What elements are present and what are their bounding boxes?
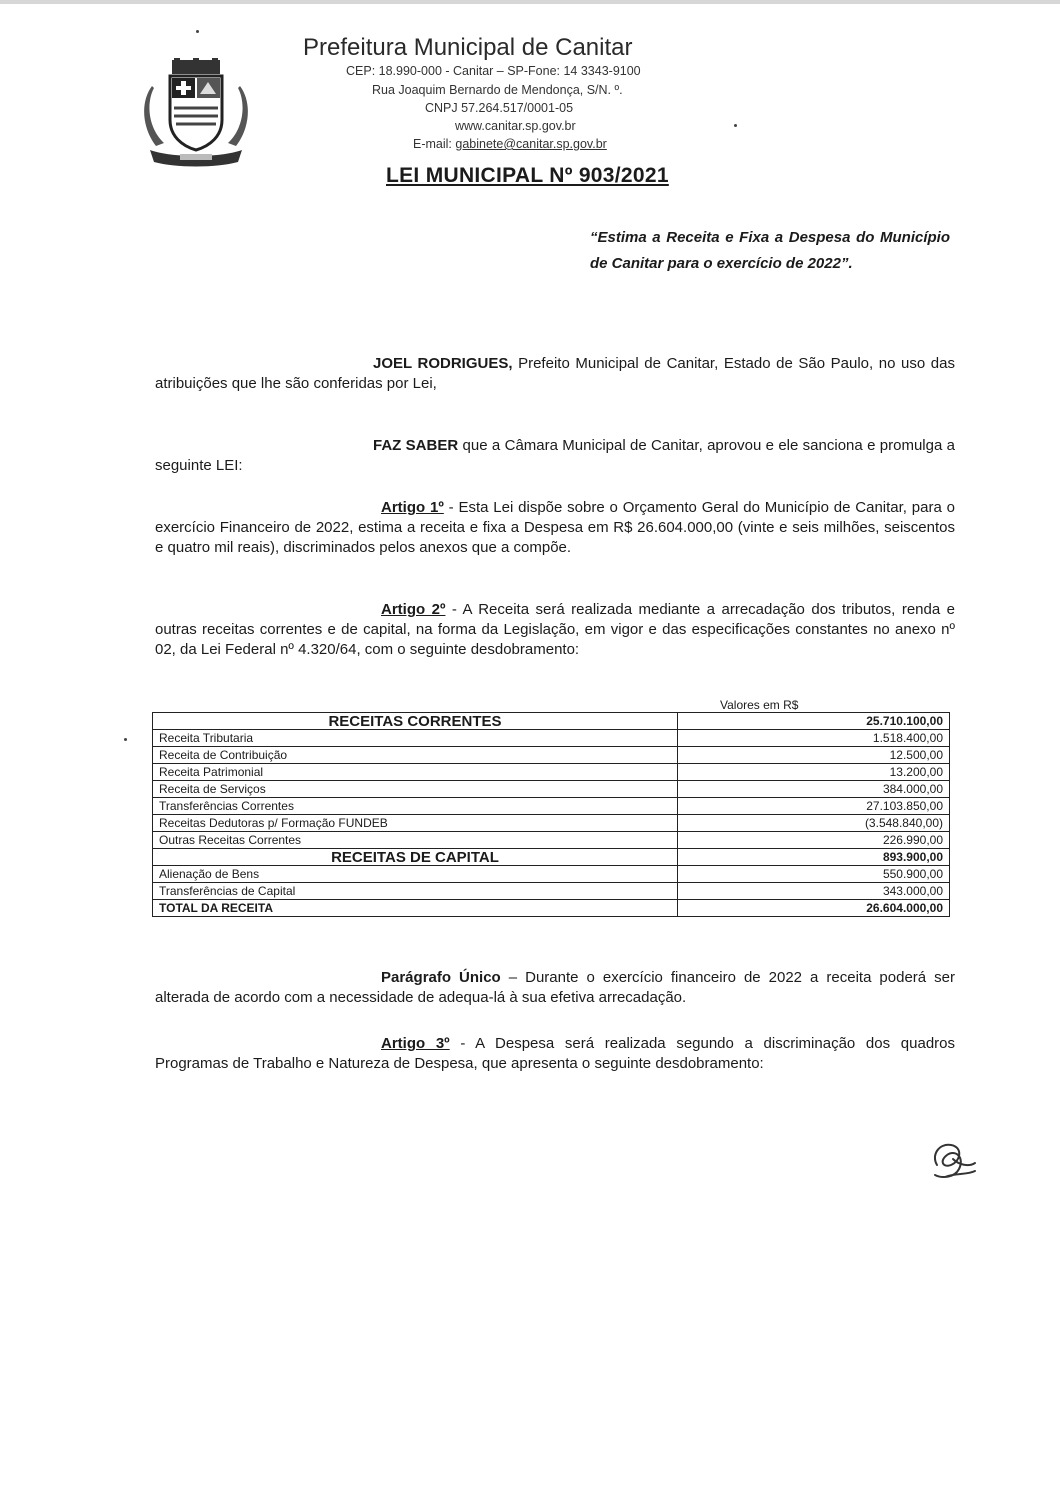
- article-3-text: - A Despesa será realizada segundo a discriminação dos quadros Programas de Trabalho e Natureza de Despesa, que apresenta o seguinte desdobramento:: [155, 1035, 955, 1072]
- article-1-text: - Esta Lei dispõe sobre o Orçamento Geral do Município de Canitar, para o exercício Financeiro de 2022, estima a receita e fixa a Despesa em R$ 26.604.000,00 (vinte e seis milhões, seiscentos e quatro mil reais), discriminados pelos anexos que a compõe.: [155, 499, 955, 556]
- signature-initials-icon: [925, 1135, 980, 1185]
- row-label: Receita Patrimonial: [153, 764, 678, 781]
- values-currency-note: Valores em R$: [720, 698, 799, 712]
- table-row: [153, 900, 950, 917]
- row-value: 27.103.850,00: [678, 798, 950, 815]
- table-row: [153, 730, 950, 747]
- row-label: Transferências de Capital: [153, 883, 678, 900]
- row-value: 13.200,00: [678, 764, 950, 781]
- row-label: RECEITAS CORRENTES: [153, 713, 678, 730]
- scan-speck: [124, 738, 127, 741]
- paragrafo-unico: [155, 968, 955, 1008]
- table-row: [153, 832, 950, 849]
- article-3-label: Artigo 3º: [381, 1035, 450, 1052]
- municipal-crest-icon: [142, 58, 250, 168]
- row-label: TOTAL DA RECEITA: [153, 900, 678, 917]
- intro-text: Prefeito Municipal de Canitar, Estado de São Paulo, no uso das atribuições que lhe são conferidas por Lei,: [155, 355, 955, 392]
- table-row: [153, 747, 950, 764]
- header-cep-phone: CEP: 18.990-000 - Canitar – SP-Fone: 14 3343-9100: [346, 64, 641, 78]
- row-value: 384.000,00: [678, 781, 950, 798]
- row-value: 226.990,00: [678, 832, 950, 849]
- row-value: 25.710.100,00: [678, 713, 950, 730]
- row-value: 26.604.000,00: [678, 900, 950, 917]
- article-2: [155, 600, 955, 660]
- row-value: 893.900,00: [678, 849, 950, 866]
- faz-saber-paragraph: [155, 436, 955, 476]
- article-1: [155, 498, 955, 558]
- table-row: [153, 781, 950, 798]
- scan-edge: [0, 0, 1060, 4]
- row-label: RECEITAS DE CAPITAL: [153, 849, 678, 866]
- intro-paragraph: [155, 354, 955, 394]
- revenue-table: [152, 712, 950, 917]
- header-website: www.canitar.sp.gov.br: [455, 119, 576, 133]
- scan-speck: [196, 30, 199, 33]
- municipality-title: Prefeitura Municipal de Canitar: [303, 34, 633, 61]
- table-row: [153, 866, 950, 883]
- header-cnpj: CNPJ 57.264.517/0001-05: [425, 101, 574, 115]
- paragrafo-unico-label: Parágrafo Único: [381, 969, 501, 986]
- row-label: Receita de Serviços: [153, 781, 678, 798]
- row-value: 343.000,00: [678, 883, 950, 900]
- table-row: [153, 849, 950, 866]
- table-row: [153, 883, 950, 900]
- scan-speck: [734, 124, 737, 127]
- row-label: Outras Receitas Correntes: [153, 832, 678, 849]
- row-value: 12.500,00: [678, 747, 950, 764]
- table-row: [153, 798, 950, 815]
- table-row: [153, 815, 950, 832]
- email-label: E-mail:: [413, 137, 452, 151]
- article-3: [155, 1034, 955, 1074]
- article-2-text: - A Receita será realizada mediante a arrecadação dos tributos, renda e outras receitas correntes e de capital, na forma da Legislação, em vigor e das especificações constantes no anexo nº 02, da Lei Federal nº 4.320/64, com o seguinte desdobramento:: [155, 601, 955, 658]
- article-2-label: Artigo 2º: [381, 601, 446, 618]
- row-label: Receita de Contribuição: [153, 747, 678, 764]
- table-row: [153, 764, 950, 781]
- mayor-name: JOEL RODRIGUES,: [373, 355, 513, 372]
- faz-saber-lead: FAZ SABER: [373, 437, 459, 454]
- row-label: Transferências Correntes: [153, 798, 678, 815]
- row-label: Receita Tributaria: [153, 730, 678, 747]
- row-value: (3.548.840,00): [678, 815, 950, 832]
- paragrafo-unico-text: – Durante o exercício financeiro de 2022 a receita poderá ser alterada de acordo com a necessidade de adequa-lá à sua efetiva arrecadação.: [155, 969, 955, 1006]
- faz-saber-text: que a Câmara Municipal de Canitar, aprovou e ele sanciona e promulga a seguinte LEI:: [155, 437, 955, 474]
- law-summary: “Estima a Receita e Fixa a Despesa do Município de Canitar para o exercício de 2022”.: [590, 229, 950, 272]
- header-address: Rua Joaquim Bernardo de Mendonça, S/N. º.: [372, 83, 623, 97]
- article-1-label: Artigo 1º: [381, 499, 444, 516]
- row-label: Alienação de Bens: [153, 866, 678, 883]
- row-value: 550.900,00: [678, 866, 950, 883]
- law-title: LEI MUNICIPAL Nº 903/2021: [386, 164, 669, 187]
- row-label: Receitas Dedutoras p/ Formação FUNDEB: [153, 815, 678, 832]
- header-email-line: [413, 137, 607, 151]
- row-value: 1.518.400,00: [678, 730, 950, 747]
- table-row: [153, 713, 950, 730]
- email-address: gabinete@canitar.sp.gov.br: [455, 137, 607, 151]
